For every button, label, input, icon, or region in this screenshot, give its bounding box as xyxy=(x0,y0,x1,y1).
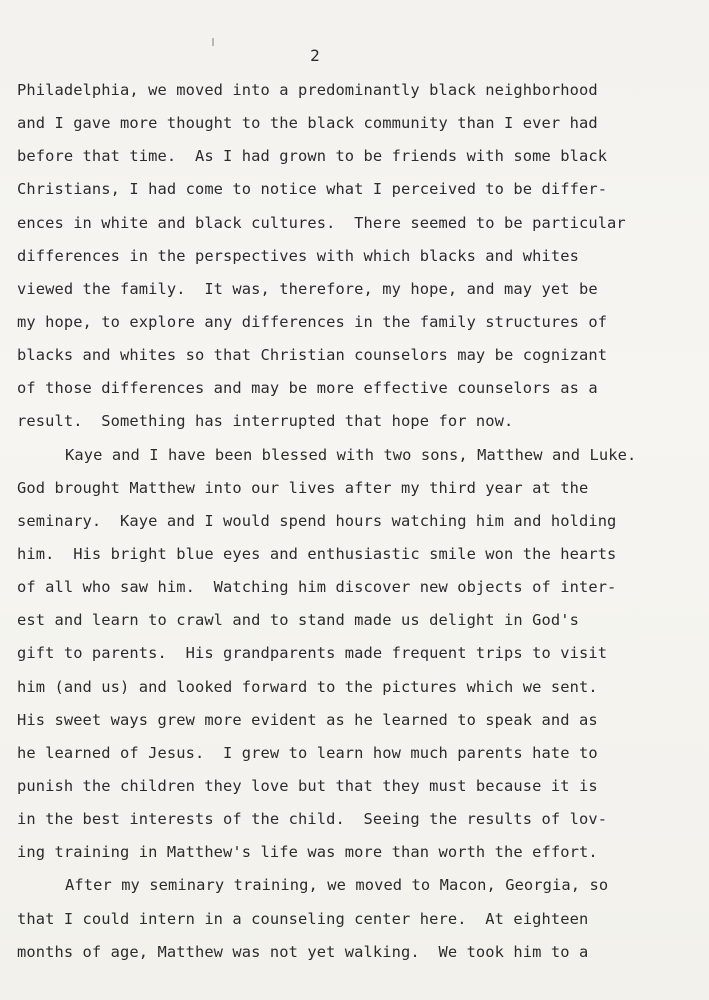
text-line: After my seminary training, we moved to Macon, Georgia, so xyxy=(65,876,609,895)
text-line: him. His bright blue eyes and enthusiastic smile won the hearts xyxy=(17,544,617,563)
body-text xyxy=(17,79,697,974)
text-line: of those differences and may be more effective counselors as a xyxy=(17,379,598,398)
text-line: in the best interests of the child. Seeing the results of lov- xyxy=(17,810,608,829)
text-line: him (and us) and looked forward to the pictures which we sent. xyxy=(17,677,598,696)
text-line: that I could intern in a counseling center here. At eighteen xyxy=(17,909,589,928)
text-line: he learned of Jesus. I grew to learn how much parents hate to xyxy=(17,743,598,762)
text-line: differences in the perspectives with which blacks and whites xyxy=(17,246,579,265)
text-line: Kaye and I have been blessed with two sons, Matthew and Luke. xyxy=(65,445,637,464)
text-line: His sweet ways grew more evident as he learned to speak and as xyxy=(17,710,598,729)
text-line: and I gave more thought to the black community than I ever had xyxy=(17,114,598,133)
text-line: blacks and whites so that Christian counselors may be cognizant xyxy=(17,346,608,365)
text-line: ing training in Matthew's life was more than worth the effort. xyxy=(17,843,598,862)
text-line: punish the children they love but that they must because it is xyxy=(17,776,598,795)
text-line: seminary. Kaye and I would spend hours watching him and holding xyxy=(17,511,617,530)
text-line: est and learn to crawl and to stand made us delight in God's xyxy=(17,611,579,630)
text-line: result. Something has interrupted that hope for now. xyxy=(17,412,514,431)
text-line: Philadelphia, we moved into a predominantly black neighborhood xyxy=(17,81,598,99)
text-line: my hope, to explore any differences in the family structures of xyxy=(17,312,608,331)
text-line: gift to parents. His grandparents made frequent trips to visit xyxy=(17,644,608,663)
paper-speck xyxy=(212,38,214,46)
page-number: 2 xyxy=(310,46,320,65)
text-line: before that time. As I had grown to be friends with some black xyxy=(17,147,608,166)
text-line: God brought Matthew into our lives after my third year at the xyxy=(17,478,589,497)
text-line: viewed the family. It was, therefore, my hope, and may yet be xyxy=(17,279,598,298)
text-line: of all who saw him. Watching him discover new objects of inter- xyxy=(17,578,617,597)
text-line: ences in white and black cultures. There seemed to be particular xyxy=(17,213,626,232)
text-line: months of age, Matthew was not yet walking. We took him to a xyxy=(17,942,589,961)
text-line: Christians, I had come to notice what I perceived to be differ- xyxy=(17,180,608,199)
